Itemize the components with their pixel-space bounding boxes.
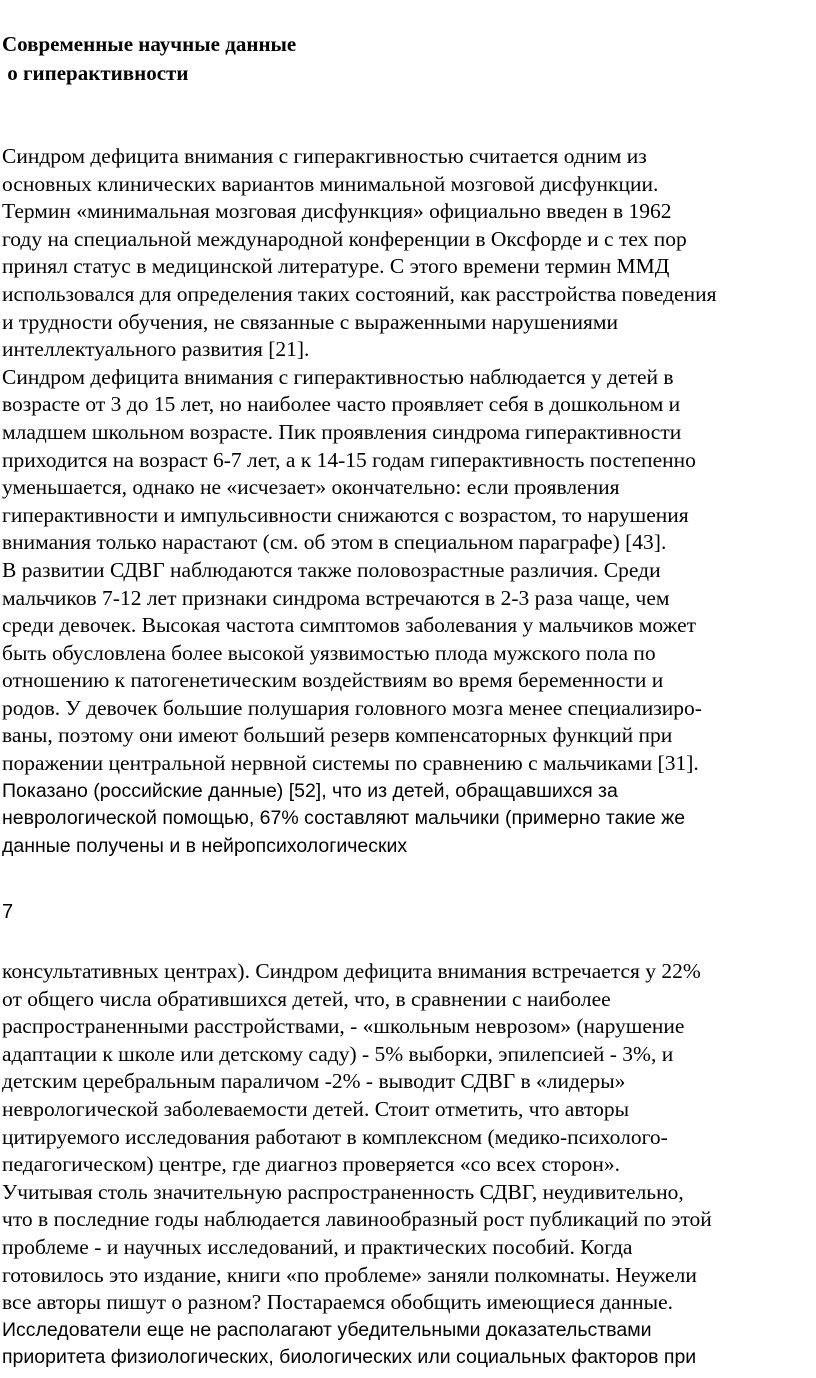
text-line: использовался для определения таких состояний, как расстройства поведения — [2, 281, 717, 306]
title-line: о гиперактивности — [2, 61, 189, 85]
text-line: от общего числа обратившихся детей, что, в сравнении с наиболее — [2, 986, 611, 1011]
text-line: интеллектуального развития [21]. — [2, 337, 310, 362]
text-line: Синдром дефицита внимания с гиперактивностью наблюдается у детей в — [2, 364, 674, 389]
page-number: 7 — [2, 901, 14, 923]
text-line: ваны, поэтому они имеют больший резерв компенсаторных функций при — [2, 723, 673, 748]
text-line: основных клинических вариантов минимальной мозговой дисфункции. — [2, 171, 659, 196]
text-line: младшем школьном возрасте. Пик проявления синдрома гиперактивности — [2, 419, 682, 444]
text-line: уменьшается, однако не «исчезает» окончательно: если проявления — [2, 475, 620, 500]
text-line: детским церебральным параличом -2% - выводит СДВГ в «лидеры» — [2, 1069, 626, 1094]
text-line: готовилось это издание, книги «по проблеме» заняли полкомнаты. Неужели — [2, 1262, 697, 1287]
text-line: возрасте от 3 до 15 лет, но наиболее часто проявляет себя в дошкольном и — [2, 392, 681, 417]
text-line: и трудности обучения, не связанные с выраженными нарушениями — [2, 309, 618, 334]
text-line: поражении центральной нервной системы по сравнению с мальчиками [31]. — [2, 751, 699, 776]
text-line: Исследователи еще не располагают убедительными доказательствами — [2, 1318, 652, 1341]
text-line: В развитии СДВГ наблюдаются также половозрастные различия. Среди — [2, 557, 661, 582]
text-line: что в последние годы наблюдается лавинообразный рост публикаций по этой — [2, 1207, 712, 1232]
title-line: Современные научные данные — [2, 32, 297, 56]
text-line: приоритета физиологических, биологических или социальных факторов при — [2, 1346, 697, 1369]
text-line: внимания только нарастают (см. об этом в специальном параграфе) [43]. — [2, 530, 667, 555]
body-text-section-1 — [2, 143, 814, 860]
text-line: году на специальной международной конференции в Оксфорде и с тех пор — [2, 226, 687, 251]
text-line: принял статус в медицинской литературе. С этого времени термин ММД — [2, 254, 670, 279]
text-line: данные получены и в нейропсихологических — [2, 834, 408, 857]
body-text-section-2 — [2, 958, 814, 1372]
text-line: проблеме - и научных исследований, и практических пособий. Когда — [2, 1234, 633, 1259]
text-line: консультативных центрах). Синдром дефицита внимания встречается у 22% — [2, 959, 701, 983]
text-line: отношению к патогенетическим воздействиям во время беременности и — [2, 668, 664, 693]
page-title — [2, 30, 296, 88]
text-line: быть обусловлена более высокой уязвимостью плода мужского пола по — [2, 640, 656, 665]
text-line: Термин «минимальная мозговая дисфункция» официально введен в 1962 — [2, 199, 672, 224]
text-line: среди девочек. Высокая частота симптомов заболевания у мальчиков может — [2, 613, 697, 638]
text-line: Показано (российские данные) [52], что из детей, обращавшихся за — [2, 779, 618, 802]
text-line: родов. У девочек большие полушария головного мозга менее специализиро- — [2, 695, 702, 720]
text-line: адаптации к школе или детскому саду) - 5% выборки, эпилепсией - 3%, и — [2, 1041, 674, 1066]
text-line: все авторы пишут о разном? Постараемся обобщить имеющиеся данные. — [2, 1290, 674, 1315]
text-line: неврологической заболеваемости детей. Стоит отметить, что авторы — [2, 1096, 630, 1121]
text-line: Учитывая столь значительную распространенность СДВГ, неудивительно, — [2, 1179, 684, 1204]
text-line: педагогическом) центре, где диагноз проверяется «со всех сторон». — [2, 1152, 621, 1177]
text-line: распространенными расстройствами, - «школьным неврозом» (нарушение — [2, 1014, 685, 1039]
text-line: цитируемого исследования работают в комплексном (медико-психолого- — [2, 1124, 668, 1149]
text-line: мальчиков 7-12 лет признаки синдрома встречаются в 2-3 раза чаще, чем — [2, 585, 670, 610]
text-line: гиперактивности и импульсивности снижаются с возрастом, то нарушения — [2, 502, 689, 527]
text-line: Синдром дефицита внимания с гиперакгивностью считается одним из — [2, 144, 647, 168]
text-line: неврологической помощью, 67% составляют мальчики (примерно такие же — [2, 807, 686, 830]
text-line: приходится на возраст 6-7 лет, а к 14-15 годам гиперактивность постепенно — [2, 447, 696, 472]
